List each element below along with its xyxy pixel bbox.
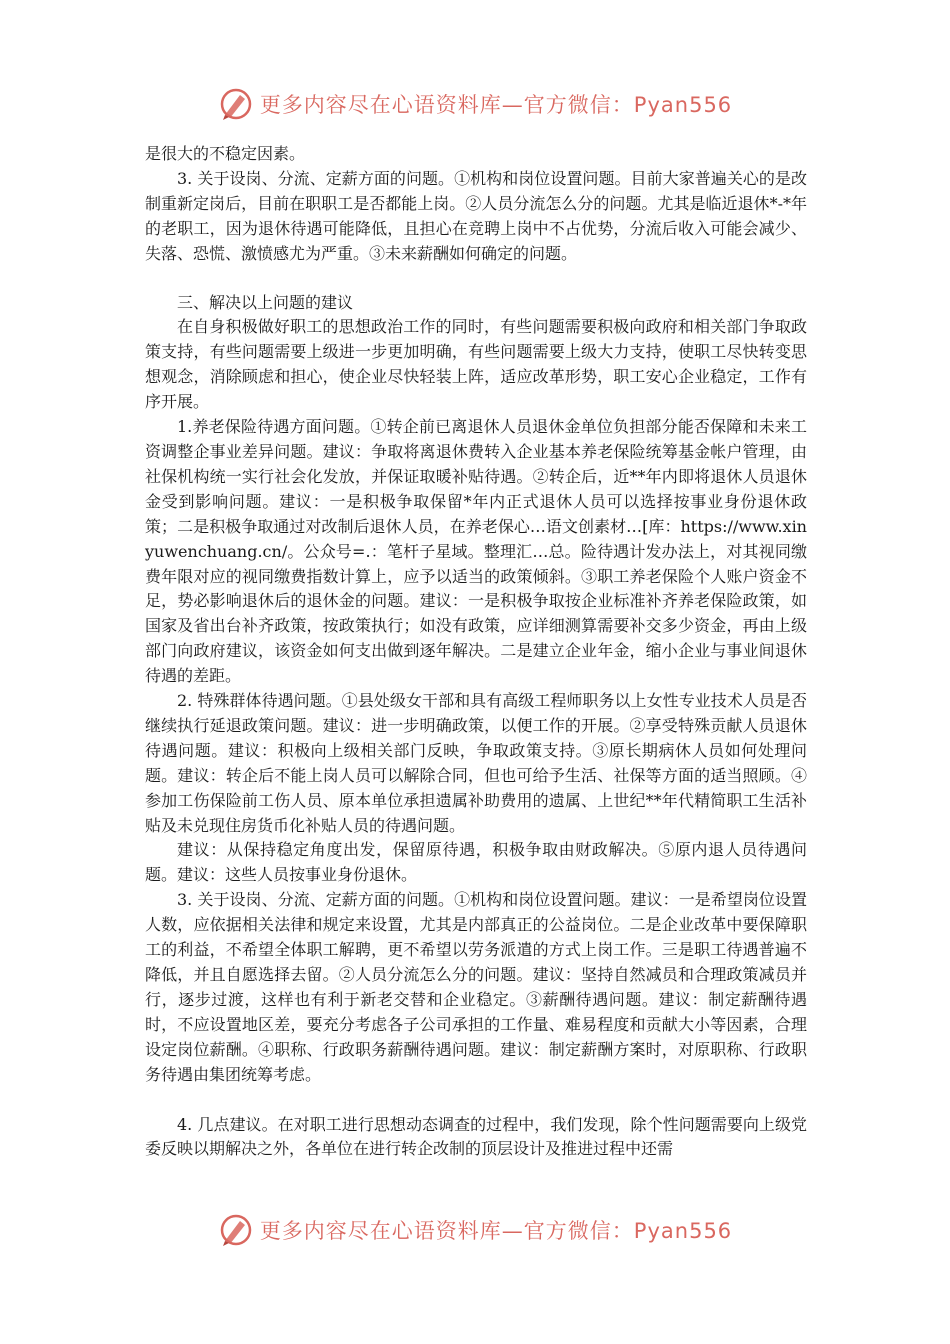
watermark-banner-bottom [0,1210,950,1250]
paragraph: 1.养老保险待遇方面问题。①转企前已离退休人员退休金单位负担部分能否保障和未来工资调整企事业差异问题。建议：争取将离退休费转入企业基本养老保险统筹基金帐户管理，由社保机构统一实行社会化发放，并保证取暖补贴待遇。②转企后，近**年内即将退休人员退休金受到影响问题。建议：一是积极争取保留*年内正式退休人员可以选择按事业身份退休政策；二是积极争取通过对改制后退休人员，在养老保心…语文创素材…[库：https://www.xinyuwenchuang.cn/。公众号=.：笔杆子星域。整理汇…总。险待遇计发办法上，对其视同缴费年限对应的视同缴费指数计算上，应予以适当的政策倾斜。③职工养老保险个人账户资金不足，势必影响退休后的退休金的问题。建议：一是积极争取按企业标准补齐养老保险政策，如国家及省出台补齐政策，按政策执行；如没有政策，应详细测算需要补交多少资金，再由上级部门向政府建议，该资金如何支出做到逐年解决。二是建立企业年金，缩小企业与事业间退休待遇的差距。 [145,417,807,686]
paragraph: 4. 几点建议。在对职工进行思想动态调查的过程中，我们发现，除个性问题需要向上级党委反映以期解决之外，各单位在进行转企改制的顶层设计及推进过程中还需 [145,1114,807,1159]
watermark-text: 更多内容尽在心语资料库—官方微信：Pyan556 [259,1219,733,1243]
document-body [145,142,807,1162]
paragraph: 3. 关于设岗、分流、定薪方面的问题。①机构和岗位设置问题。建议：一是希望岗位设置人数，应依据相关法律和规定来设置，尤其是内部真正的公益岗位。二是企业改革中要保障职工的利益，不希望全体职工解聘，更不希望以劳务派遣的方式上岗工作。三是职工待遇普遍不降低，并且自愿选择去留。②人员分流怎么分的问题。建议：坚持自然减员和合理政策减员并行，逐步过渡，这样也有利于新老交替和企业稳定。③薪酬待遇问题。建议：制定薪酬待遇时，不应设置地区差，要充分考虑各子公司承担的工作量、难易程度和贡献大小等因素，合理设定岗位薪酬。④职称、行政职务薪酬待遇问题。建议：制定薪酬方案时，对原职称、行政职务待遇由集团统筹考虑。 [145,890,807,1084]
pen-logo-icon [218,86,254,122]
section-heading: 三、解决以上问题的建议 [177,292,354,312]
paragraph: 2. 特殊群体待遇问题。①县处级女干部和具有高级工程师职务以上女性专业技术人员是否继续执行延退政策问题。建议：进一步明确政策，以便工作的开展。②享受特殊贡献人员退休待遇问题。建议：积极向上级相关部门反映，争取政策支持。③原长期病休人员如何处理问题。建议：转企后不能上岗人员可以解除合同，但也可给予生活、社保等方面的适当照顾。④参加工伤保险前工伤人员、原本单位承担遗属补助费用的遗属、上世纪**年代精简职工生活补贴及未兑现住房货币化补贴人员的待遇问题。 [145,691,807,835]
paragraph: 3. 关于设岗、分流、定薪方面的问题。①机构和岗位设置问题。目前大家普遍关心的是改制重新定岗后，目前在职职工是否都能上岗。②人员分流怎么分的问题。尤其是临近退休*-*年的老职工，因为退休待遇可能降低，且担心在竞聘上岗中不占优势，分流后收入可能会减少、失落、恐慌、激愤感尤为严重。③未来薪酬如何确定的问题。 [145,168,807,263]
paragraph: 在自身积极做好职工的思想政治工作的同时，有些问题需要积极向政府和相关部门争取政策支持，有些问题需要上级进一步更加明确，有些问题需要上级大力支持，使职工尽快转变思想观念，消除顾虑和担心，使企业尽快轻装上阵，适应改革形势，职工安心企业稳定，工作有序开展。 [145,317,807,412]
paragraph: 是很大的不稳定因素。 [145,144,306,163]
paragraph: 建议：从保持稳定角度出发，保留原待遇，积极争取由财政解决。⑤原内退人员待遇问题。建议：这些人员按事业身份退休。 [145,840,807,885]
watermark-banner-top [0,84,950,124]
watermark-text: 更多内容尽在心语资料库—官方微信：Pyan556 [259,93,733,117]
pen-logo-icon [218,1212,254,1248]
